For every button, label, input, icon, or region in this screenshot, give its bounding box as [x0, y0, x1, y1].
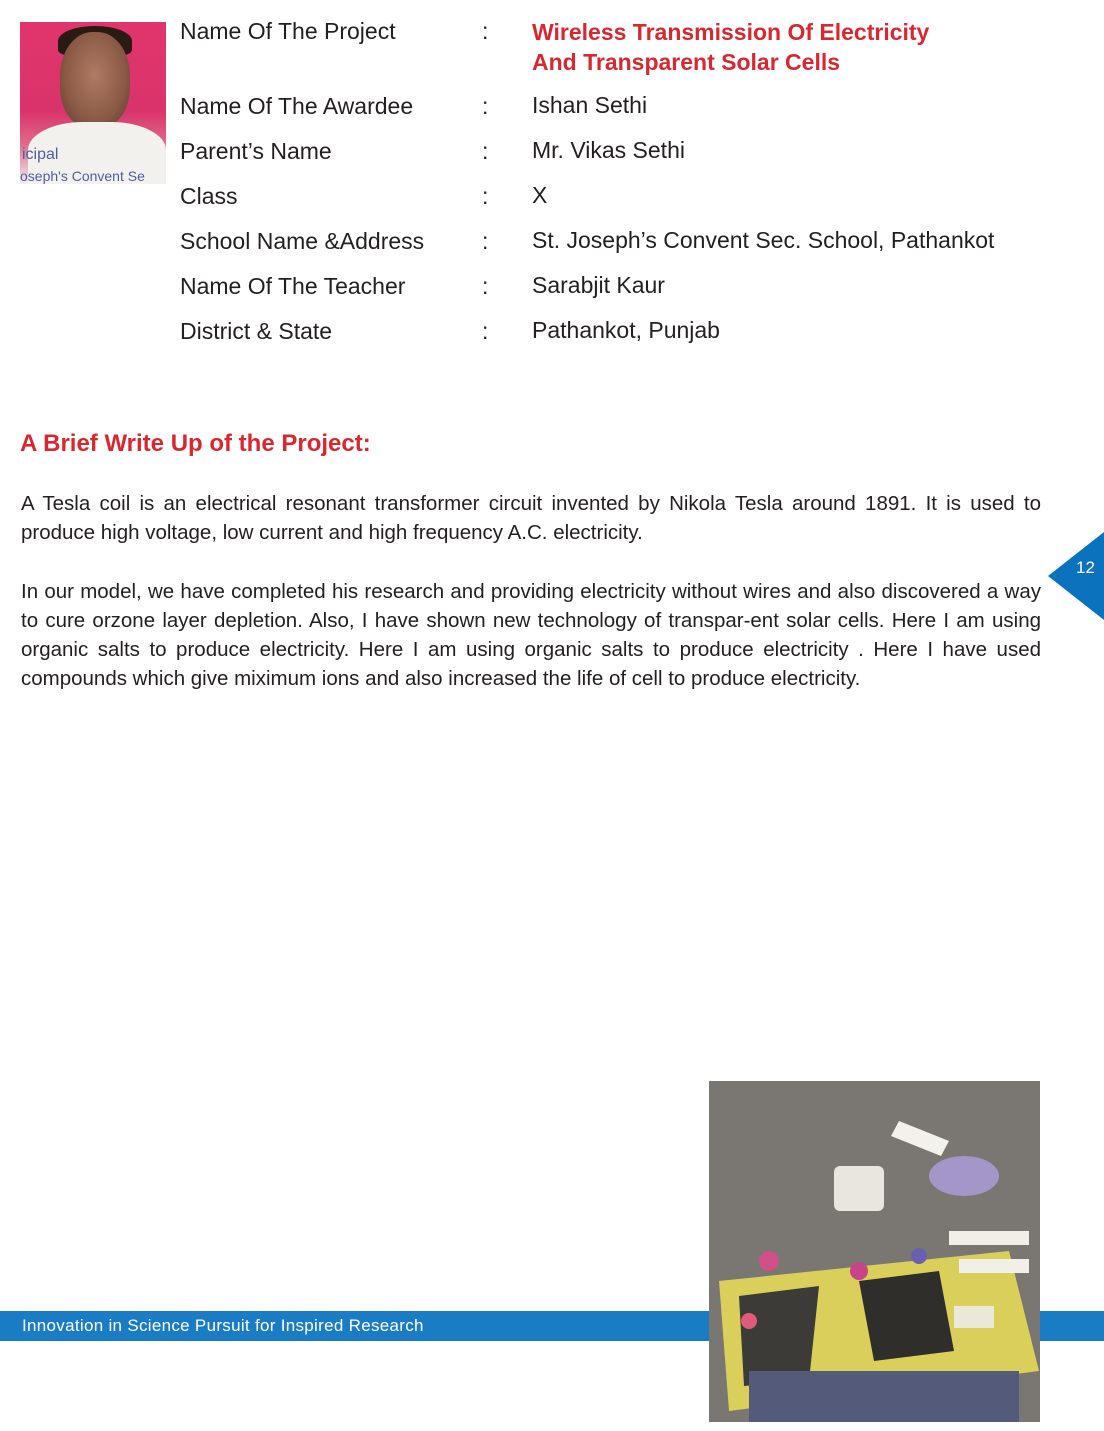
photo-stamp-line2: oseph's Convent Se — [20, 168, 145, 184]
flower-1 — [759, 1251, 779, 1271]
detail-value: Ishan Sethi — [532, 92, 648, 118]
footer-tagline: Innovation in Science Pursuit for Inspired Research — [22, 1316, 424, 1335]
detail-label: Class — [180, 183, 238, 209]
writeup-heading: A Brief Write Up of the Project: — [20, 430, 371, 457]
flower-2 — [850, 1262, 868, 1280]
photo-face — [60, 32, 130, 128]
project-model-illustration — [709, 1081, 1040, 1422]
project-model-photo — [709, 1081, 1040, 1422]
detail-colon: : — [482, 183, 489, 209]
detail-value: Mr. Vikas Sethi — [532, 137, 685, 163]
detail-value: Sarabjit Kaur — [532, 272, 665, 298]
detail-label: District & State — [180, 318, 333, 344]
detail-label: Parent’s Name — [180, 138, 332, 164]
photo-stamp-line1: icipal — [22, 146, 59, 163]
detail-value: St. Joseph’s Convent Sec. School, Pathankot — [532, 227, 995, 253]
detail-colon: : — [482, 18, 489, 44]
writeup-paragraph-2: In our model, we have completed his research and providing electricity without wires and also discovered a way to cure orzone layer depletion. Also, I have shown new technology of transpar-ent solar cells. Here I am using organic salts to produce electricity. Here I am using organic salts to produce electricity . Here I have used compounds which give miximum ions and also increased the life of cell to produce electricity. — [21, 580, 1041, 690]
detail-label: School Name &Address — [180, 228, 425, 254]
solar-label-card — [954, 1306, 994, 1328]
project-title-line2: And Transparent Solar Cells — [532, 49, 841, 75]
detail-value: Pathankot, Punjab — [532, 317, 720, 343]
label-card-2 — [959, 1259, 1029, 1273]
detail-colon: : — [482, 228, 489, 254]
awardee-photo — [20, 22, 166, 184]
detail-label: Name Of The Awardee — [180, 93, 414, 119]
writeup-paragraph-1: A Tesla coil is an electrical resonant transformer circuit invented by Nikola Tesla around 1891. It is used to produce high voltage, low current and high frequency A.C. electricity. — [21, 492, 1041, 544]
detail-colon: : — [482, 318, 489, 344]
detail-label: Name Of The Teacher — [180, 273, 406, 299]
label-card-1 — [949, 1231, 1029, 1245]
detail-colon: : — [482, 273, 489, 299]
project-title-line1: Wireless Transmission Of Electricity — [532, 19, 930, 45]
detail-colon: : — [482, 138, 489, 164]
circuit-disc — [929, 1156, 999, 1196]
flower-4 — [741, 1313, 757, 1329]
table-base — [749, 1371, 1019, 1422]
detail-value: X — [532, 182, 548, 208]
page-number: 12 — [1076, 558, 1095, 577]
project-title — [532, 17, 929, 77]
detail-colon: : — [482, 93, 489, 119]
detail-label: Name Of The Project — [180, 18, 396, 44]
container-cup — [834, 1166, 884, 1211]
flower-3 — [911, 1248, 927, 1264]
solar-panel-right — [859, 1271, 954, 1361]
